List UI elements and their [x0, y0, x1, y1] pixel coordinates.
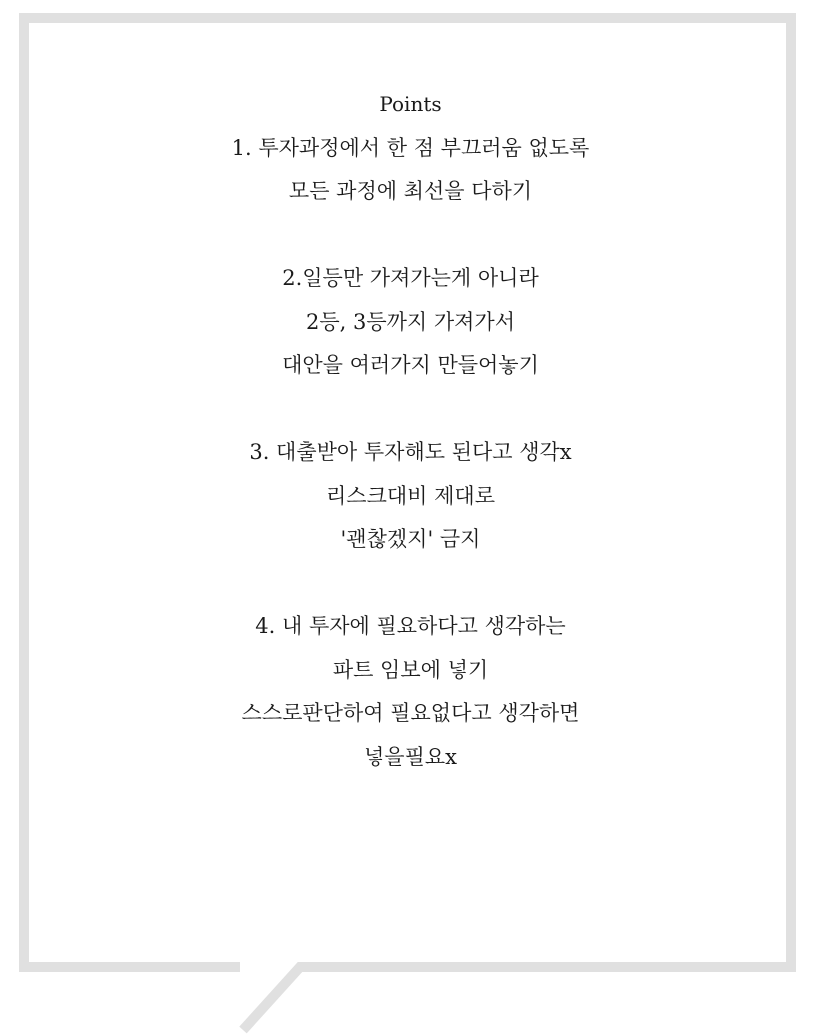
point-2-line-3: 대안을 여러가지 만들어놓기 — [282, 353, 539, 377]
points-title: Points — [379, 92, 442, 116]
blank-line — [30, 562, 791, 606]
point-3-line-3: '괜찮겠지' 금지 — [340, 527, 481, 551]
point-3-line-1: 3. 대출받아 투자해도 된다고 생각x — [249, 440, 572, 464]
points-note — [30, 83, 791, 779]
point-3-line-2: 리스크대비 제대로 — [326, 483, 495, 508]
point-4-line-2: 파트 임보에 넣기 — [332, 657, 489, 682]
point-1-line-1: 1. 투자과정에서 한 점 부끄러움 없도록 — [231, 135, 590, 160]
point-4-line-1: 4. 내 투자에 필요하다고 생각하는 — [255, 614, 566, 638]
blank-line — [30, 388, 791, 432]
blank-line — [30, 214, 791, 258]
point-4-line-4: 넣을필요x — [364, 744, 457, 769]
point-1-line-2: 모든 과정에 최선을 다하기 — [288, 179, 533, 203]
point-2-line-1: 2.일등만 가져가는게 아니라 — [282, 266, 539, 290]
point-4-line-3: 스스로판단하여 필요없다고 생각하면 — [241, 701, 580, 725]
point-2-line-2: 2등, 3등까지 가져가서 — [305, 309, 516, 334]
